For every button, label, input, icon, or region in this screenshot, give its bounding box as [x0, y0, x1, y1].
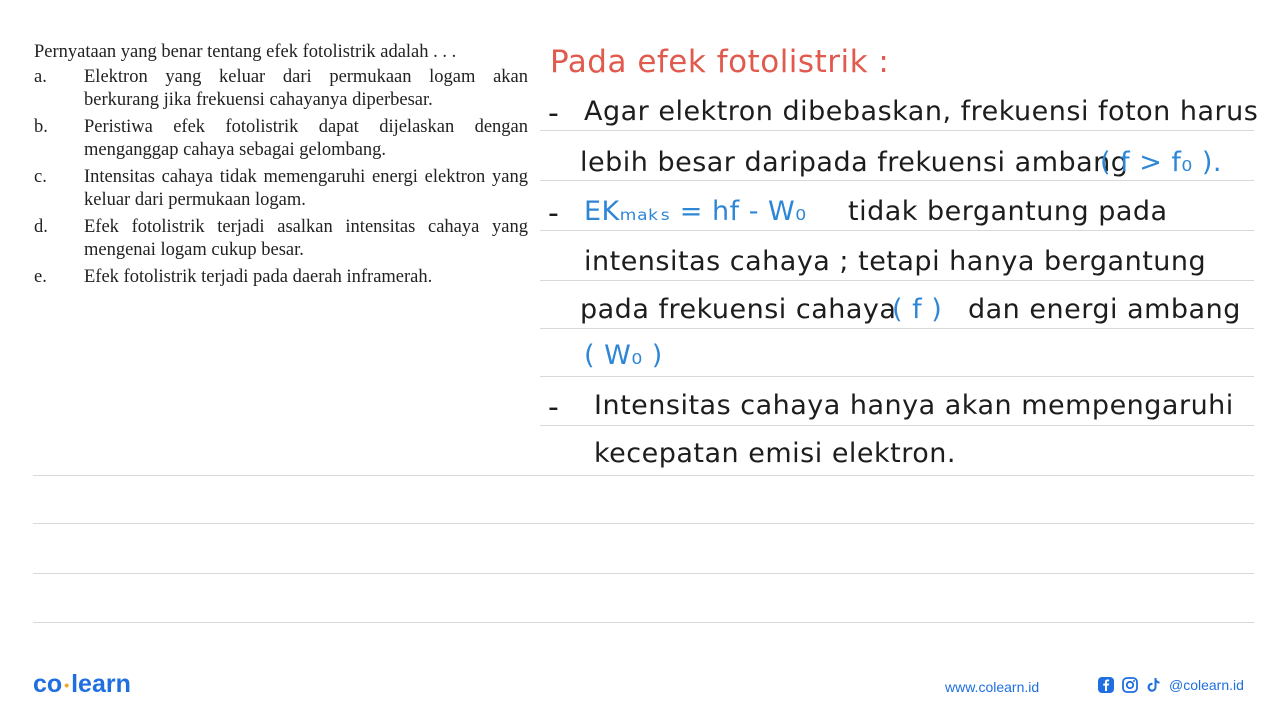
option-letter: b. — [34, 117, 48, 137]
option-letter: e. — [34, 267, 47, 287]
answer-dash: - — [548, 96, 560, 131]
answer-dash: - — [548, 196, 560, 231]
answer-line-7: Intensitas cahaya hanya akan mempengaruhi — [594, 390, 1234, 421]
option-letter: d. — [34, 217, 48, 237]
answer-line-2: lebih besar daripada frekuensi ambang — [580, 147, 1129, 178]
option-text: Elektron yang keluar dari permukaan logam akan berkurang jika frekuensi cahayanya diperbesar. — [84, 67, 528, 110]
ruled-line — [33, 475, 1254, 476]
answer-line-1: Agar elektron dibebaskan, frekuensi foton harus — [584, 96, 1259, 127]
ruled-line — [33, 523, 1254, 524]
ruled-line — [33, 573, 1254, 574]
option-text: Efek fotolistrik terjadi pada daerah inframerah. — [84, 267, 433, 287]
logo-text-co: co — [33, 670, 63, 698]
ruled-line — [540, 376, 1254, 377]
answer-line-8: kecepatan emisi elektron. — [594, 438, 956, 469]
answer-dash: - — [548, 390, 560, 425]
instagram-icon[interactable] — [1121, 676, 1139, 694]
answer-heading: Pada efek fotolistrik : — [550, 44, 890, 80]
ruled-line — [540, 230, 1254, 231]
colearn-logo[interactable] — [33, 670, 131, 699]
answer-line-3: tidak bergantung pada — [848, 196, 1168, 227]
answer-line-5a: pada frekuensi cahaya — [580, 294, 897, 325]
answer-formula-f: ( f ) — [892, 294, 943, 325]
option-d — [34, 216, 528, 262]
logo-text-learn: learn — [71, 670, 131, 698]
answer-formula-f-f0: ( f > f₀ ). — [1100, 147, 1222, 178]
option-e — [34, 266, 528, 289]
ruled-line — [33, 622, 1254, 623]
ruled-line — [540, 130, 1254, 131]
website-link[interactable]: www.colearn.id — [945, 679, 1040, 695]
logo-dot: • — [64, 677, 70, 694]
ruled-line — [540, 328, 1254, 329]
ruled-line — [540, 280, 1254, 281]
option-letter: a. — [34, 67, 47, 87]
question-block — [34, 41, 528, 293]
facebook-icon[interactable] — [1097, 676, 1115, 694]
option-letter: c. — [34, 167, 47, 187]
option-text: Efek fotolistrik terjadi asalkan intensitas cahaya yang mengenai logam cukup besar. — [84, 217, 528, 260]
answer-formula-ekmaks: EKₘₐₖₛ = hf - W₀ — [584, 196, 807, 227]
ruled-line — [540, 425, 1254, 426]
answer-line-4: intensitas cahaya ; tetapi hanya bergantung — [584, 246, 1207, 277]
option-b — [34, 116, 528, 162]
answer-line-5b: dan energi ambang — [968, 294, 1241, 325]
option-text: Intensitas cahaya tidak memengaruhi energi elektron yang keluar dari permukaan logam. — [84, 167, 528, 210]
tiktok-icon[interactable] — [1145, 676, 1163, 694]
social-handle[interactable]: @colearn.id — [1169, 677, 1244, 693]
ruled-line — [540, 180, 1254, 181]
option-text: Peristiwa efek fotolistrik dapat dijelaskan dengan menganggap cahaya sebagai gelombang. — [84, 117, 528, 160]
social-links — [1097, 676, 1244, 694]
answer-formula-w0: ( W₀ ) — [584, 340, 663, 371]
option-c — [34, 166, 528, 212]
option-a — [34, 66, 528, 112]
question-stem: Pernyataan yang benar tentang efek fotolistrik adalah . . . — [34, 42, 457, 62]
